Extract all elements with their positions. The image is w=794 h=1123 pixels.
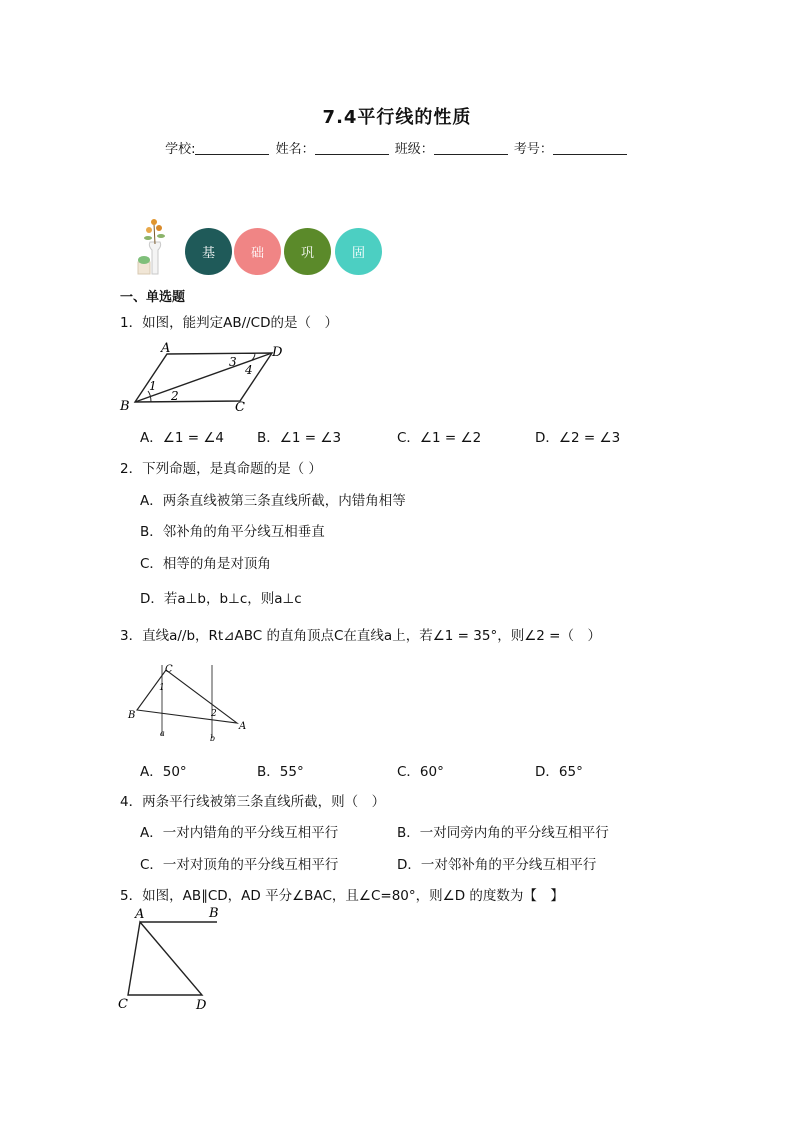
question-3-option-c[interactable]: C．60°: [397, 764, 444, 780]
q1-label-B: B: [120, 399, 130, 414]
question-2-option-d[interactable]: D．若a⊥b，b⊥c，则a⊥c: [140, 591, 302, 607]
q1-angle-2: 2: [171, 389, 179, 403]
q1-angle-1: 1: [149, 379, 157, 393]
q1-label-D: D: [272, 345, 283, 360]
banner-circle-gu: 固: [335, 228, 382, 275]
question-4-option-b[interactable]: B．一对同旁内角的平分线互相平行: [397, 825, 609, 841]
exam-no-label: 考号：: [513, 142, 553, 157]
question-2-option-a[interactable]: A．两条直线被第三条直线所截，内错角相等: [140, 493, 406, 509]
name-label: 姓名：: [275, 142, 315, 157]
question-1-option-c[interactable]: C．∠1 = ∠2: [397, 430, 482, 446]
q5-label-C: C: [118, 997, 128, 1012]
question-1-figure: [115, 338, 290, 416]
question-3-stem: 3．直线a//b，Rt⊿ABC 的直角顶点C在直线a上，若∠1 = 35°，则∠2 =（ ）: [120, 628, 601, 644]
class-blank[interactable]: [434, 141, 508, 155]
q3-line-a: a: [160, 729, 165, 738]
question-5-figure: [115, 905, 225, 1015]
question-2-option-c[interactable]: C．相等的角是对顶角: [140, 556, 271, 572]
q1-angle-4: 4: [245, 363, 253, 377]
q3-line-b: b: [210, 734, 216, 743]
school-label: 学校:: [165, 142, 196, 157]
exam-no-blank[interactable]: [553, 141, 627, 155]
banner-circle-chu: 础: [234, 228, 281, 275]
question-1-option-a[interactable]: A．∠1 = ∠4: [140, 430, 225, 446]
q1-label-A: A: [161, 341, 171, 356]
name-blank[interactable]: [315, 141, 389, 155]
question-4-option-c[interactable]: C．一对对顶角的平分线互相平行: [140, 857, 339, 873]
section-title: 一、单选题: [120, 290, 186, 305]
banner-circle-gong: 巩: [284, 228, 331, 275]
q3-label-B: B: [128, 710, 136, 721]
question-3-option-d[interactable]: D．65°: [535, 764, 583, 780]
question-3-figure: [125, 660, 255, 745]
question-1-option-b[interactable]: B．∠1 = ∠3: [257, 430, 342, 446]
question-3-option-b[interactable]: B．55°: [257, 764, 304, 780]
question-2-option-b[interactable]: B．邻补角的角平分线互相垂直: [140, 524, 325, 540]
q1-angle-3: 3: [229, 355, 237, 369]
q1-label-C: C: [235, 400, 245, 415]
question-1-stem: 1．如图，能判定AB//CD的是（ ）: [120, 315, 339, 331]
question-4-option-a[interactable]: A．一对内错角的平分线互相平行: [140, 825, 339, 841]
plant-vase-icon: [134, 216, 174, 276]
q3-label-A: A: [239, 721, 247, 732]
question-4-stem: 4．两条平行线被第三条直线所截，则（ ）: [120, 794, 386, 810]
q5-label-A: A: [135, 907, 145, 922]
question-1-option-d[interactable]: D．∠2 = ∠3: [535, 430, 621, 446]
q3-angle-1: 1: [159, 683, 165, 693]
question-4-option-d[interactable]: D．一对邻补角的平分线互相平行: [397, 857, 597, 873]
q5-label-B: B: [209, 906, 219, 921]
question-5-stem: 5．如图，AB∥CD，AD 平分∠BAC，且∠C=80°，则∠D 的度数为【 】: [120, 888, 564, 904]
q3-angle-2: 2: [211, 709, 217, 719]
banner-circle-ji: 基: [185, 228, 232, 275]
question-3-option-a[interactable]: A．50°: [140, 764, 187, 780]
question-2-stem: 2．下列命题，是真命题的是（ ）: [120, 461, 322, 477]
q5-label-D: D: [196, 998, 207, 1013]
school-blank[interactable]: [195, 141, 269, 155]
page-title: 7.4平行线的性质: [322, 107, 472, 128]
q3-label-C: C: [165, 664, 173, 675]
class-label: 班级：: [394, 142, 434, 157]
student-info-line: [0, 138, 794, 157]
